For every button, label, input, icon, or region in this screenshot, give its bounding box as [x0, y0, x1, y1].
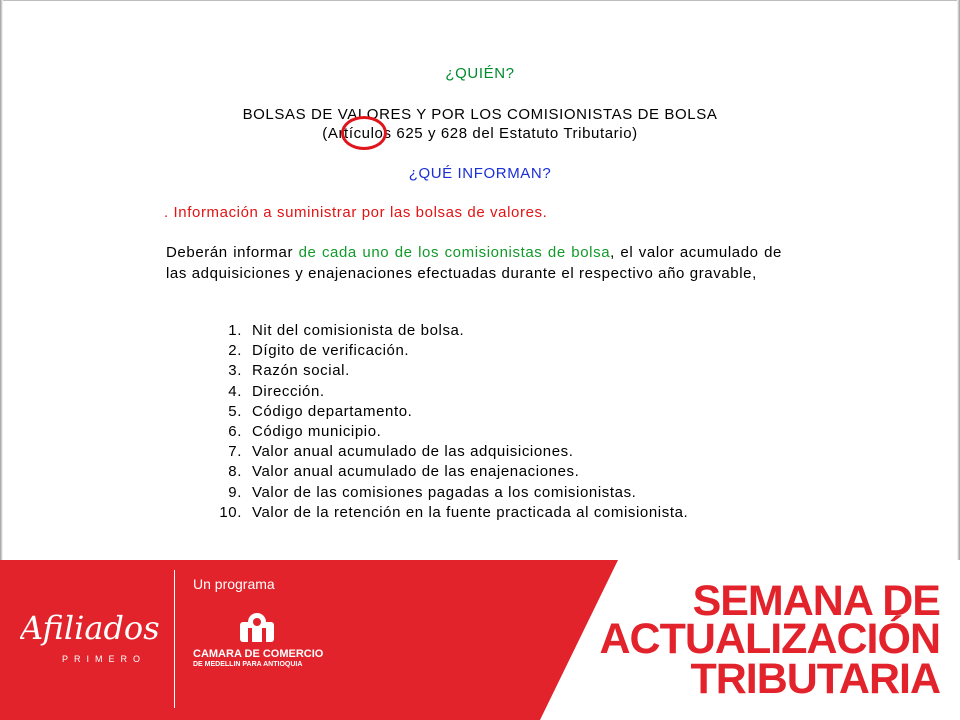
footer-banner: [0, 560, 960, 720]
event-title-line2: ACTUALIZACIÓN: [599, 615, 940, 663]
info-heading: . Información a suministrar por las bolsas de valores.: [164, 204, 548, 221]
banner-divider: [174, 570, 175, 708]
entities-line: BOLSAS DE VALORES Y POR LOS COMISIONISTAS DE BOLSA: [242, 106, 718, 123]
list-item: 4. Dirección.: [228, 382, 325, 400]
list-item: 7. Valor anual acumulado de las adquisiciones.: [228, 443, 574, 461]
chamber-logo-icon: [238, 612, 276, 644]
paragraph-end: , el valor acumulado de las adquisiciones y enajenaciones efectuadas durante el respectivo año gravable,: [166, 244, 782, 282]
articles-highlight: 625: [396, 125, 424, 142]
list-item: 8. Valor anual acumulado de las enajenaciones.: [228, 463, 580, 481]
list-item: 10. Valor de la retención en la fuente practicada al comisionista.: [219, 503, 689, 521]
description-paragraph: [166, 242, 782, 284]
chamber-subtitle: DE MEDELLIN PARA ANTIOQUIA: [193, 661, 303, 668]
list-item: 5. Código departamento.: [228, 402, 413, 420]
list-item: 2. Dígito de verificación.: [228, 342, 410, 360]
who-title: ¿QUIÉN?: [445, 65, 515, 82]
logo-script-text: Afiliados: [20, 609, 160, 647]
articles-prefix: (Artículos: [322, 125, 397, 142]
articles-suffix: y 628 del Estatuto Tributario): [423, 125, 638, 142]
paragraph-start: Deberán informar: [166, 244, 299, 261]
info-list: [205, 322, 688, 524]
afiliados-logo: [20, 605, 160, 655]
list-item: 1. Nit del comisionista de bolsa.: [228, 322, 465, 339]
paragraph-highlight: de cada uno de los comisionistas de bolsa: [298, 244, 611, 261]
list-item: 6. Código municipio.: [228, 422, 382, 440]
event-title-line3: TRIBUTARIA: [690, 655, 940, 703]
list-item: 9. Valor de las comisiones pagadas a los comisionistas.: [228, 483, 637, 501]
highlight-circle: [341, 116, 387, 150]
list-item: 3. Razón social.: [228, 362, 350, 380]
chamber-name: CAMARA DE COMERCIO: [193, 648, 324, 660]
program-label: Un programa: [193, 576, 275, 592]
articles-line: [0, 125, 960, 142]
what-title: ¿QUÉ INFORMAN?: [408, 165, 552, 182]
event-title-line1: SEMANA DE: [692, 577, 940, 625]
logo-subtitle: PRIMERO: [62, 654, 147, 664]
